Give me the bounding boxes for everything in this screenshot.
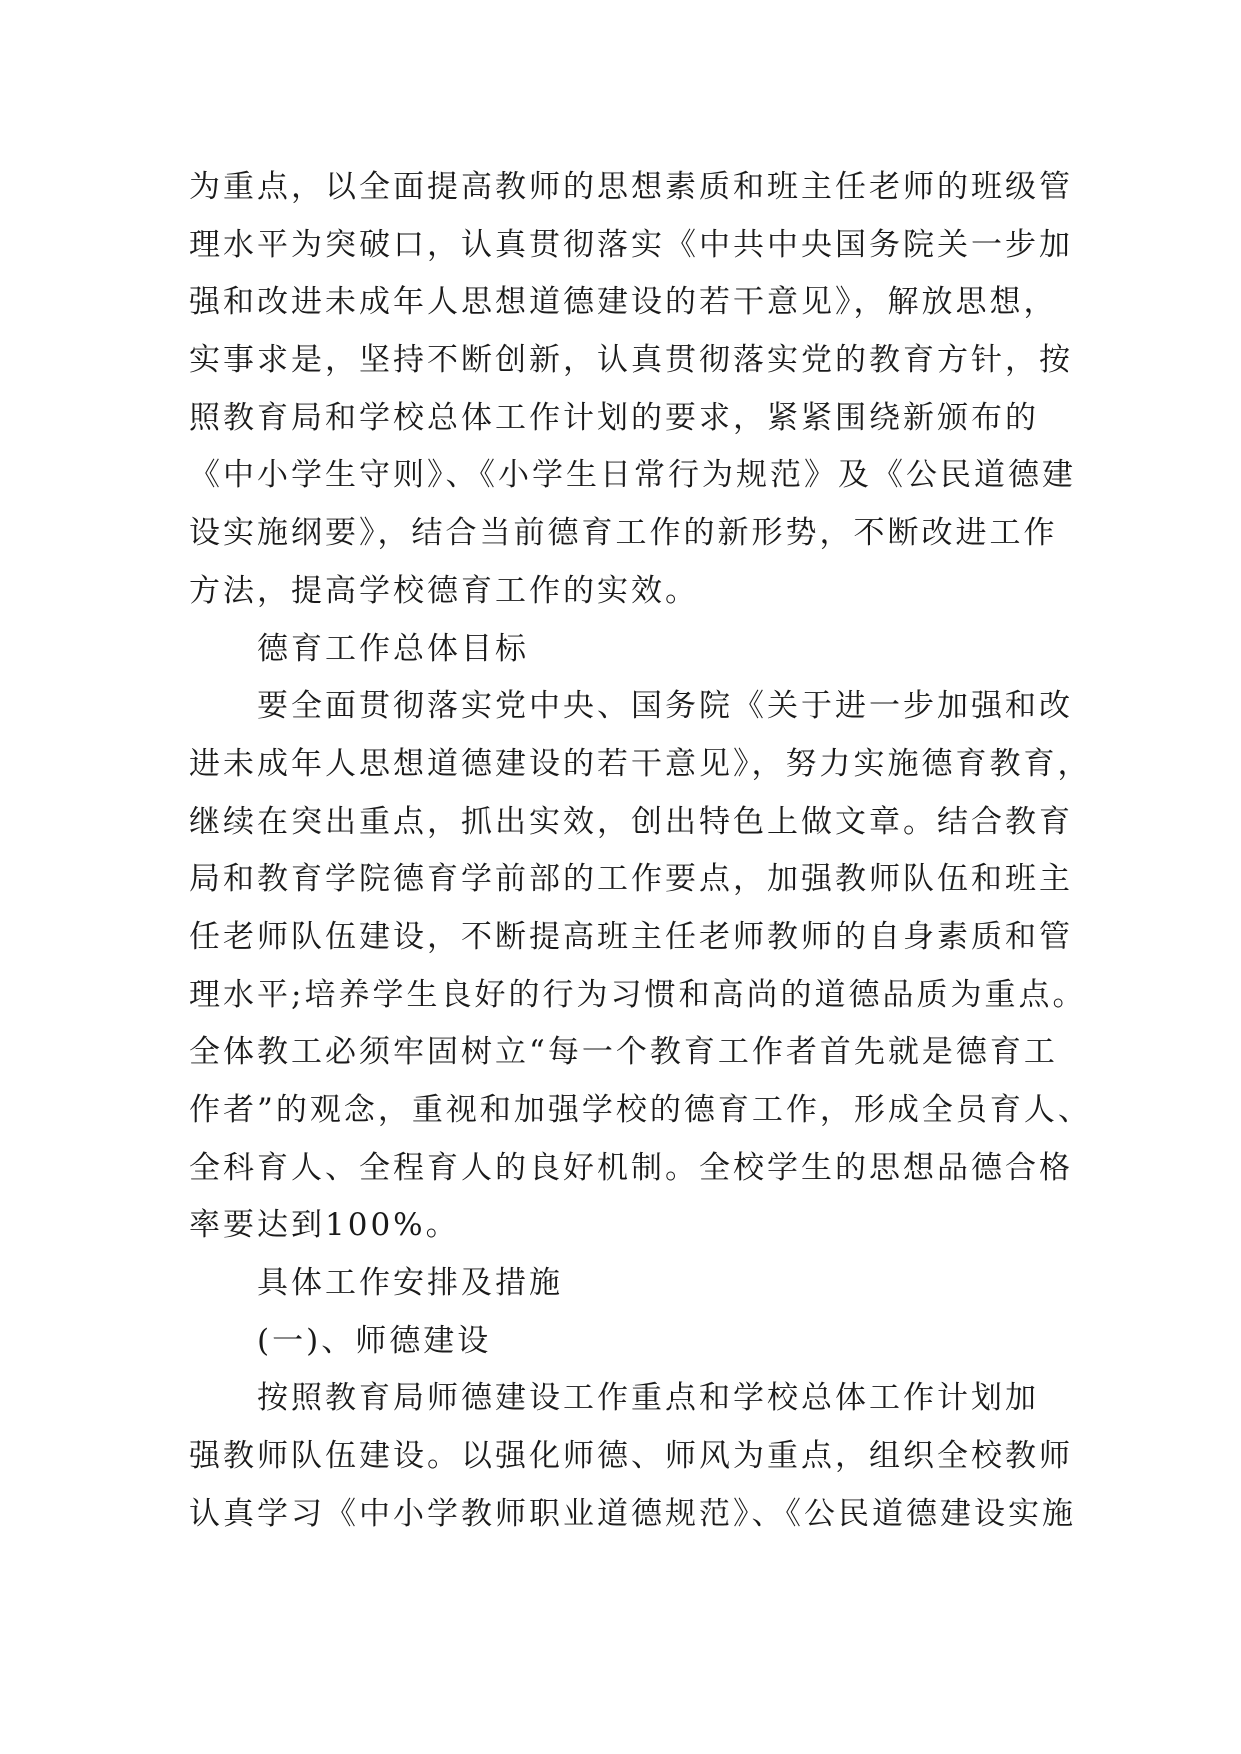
text-line: 继续在突出重点，抓出实效，创出特色上做文章。结合教育 [189, 803, 1073, 840]
text-line: 任老师队伍建设，不断提高班主任老师教师的自身素质和管 [189, 918, 1073, 955]
section-heading: 具体工作安排及措施 [257, 1265, 563, 1302]
text-line: 进未成年人思想道德建设的若干意见》，努力实施德育教育， [189, 745, 1092, 782]
text-line: 设实施纲要》，结合当前德育工作的新形势，不断改进工作 [189, 515, 1058, 552]
text-line: 率要达到100%。 [189, 1207, 460, 1244]
text-line: 实事求是，坚持不断创新，认真贯彻落实党的教育方针，按 [189, 342, 1073, 379]
document-body [189, 159, 1092, 1544]
text-line: 全体教工必须牢固树立“每一个教育工作者首先就是德育工 [189, 1034, 1058, 1071]
text-line: 《中小学生守则》、《小学生日常行为规范》及《公民道德建 [189, 457, 1076, 494]
text-line: 局和教育学院德育学前部的工作要点，加强教师队伍和班主 [189, 861, 1073, 898]
subsection-heading: (一)、师德建设 [257, 1322, 492, 1359]
paragraph-start-line: 按照教育局师德建设工作重点和学校总体工作计划加 [257, 1380, 1039, 1417]
text-line: 理水平为突破口，认真贯彻落实《中共中央国务院关一步加 [189, 226, 1073, 263]
text-line: 方法，提高学校德育工作的实效。 [189, 572, 699, 609]
text-line: 为重点，以全面提高教师的思想素质和班主任老师的班级管 [189, 169, 1073, 205]
text-line: 强教师队伍建设。以强化师德、师风为重点，组织全校教师 [189, 1438, 1073, 1475]
text-line: 强和改进未成年人思想道德建设的若干意见》，解放思想， [189, 284, 1058, 321]
paragraph-start-line: 要全面贯彻落实党中央、国务院《关于进一步加强和改 [257, 688, 1073, 725]
text-line: 认真学习《中小学教师职业道德规范》、《公民道德建设实施 [189, 1495, 1076, 1532]
section-heading: 德育工作总体目标 [257, 630, 529, 667]
text-line: 作者”的观念，重视和加强学校的德育工作，形成全员育人、 [189, 1092, 1092, 1128]
text-line: 全科育人、全程育人的良好机制。全校学生的思想品德合格 [189, 1149, 1073, 1186]
text-line: 理水平;培养学生良好的行为习惯和高尚的道德品质为重点。 [189, 976, 1087, 1013]
text-line: 照教育局和学校总体工作计划的要求，紧紧围绕新颁布的 [189, 399, 1039, 436]
